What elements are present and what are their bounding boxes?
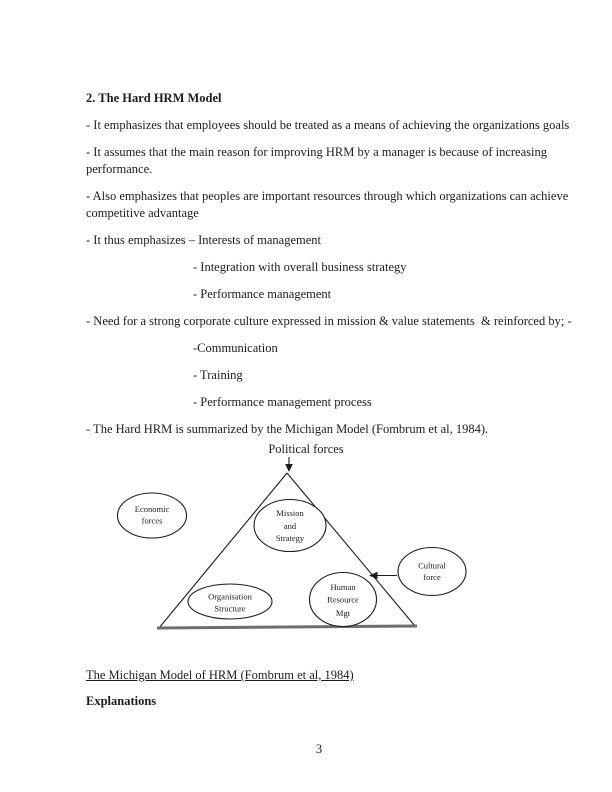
node-label: Human bbox=[330, 582, 356, 592]
paragraph bbox=[86, 117, 570, 134]
paragraph bbox=[86, 232, 552, 249]
paragraph-line: competitive advantage bbox=[86, 206, 199, 220]
paragraph bbox=[86, 188, 569, 222]
diagram-caption: The Michigan Model of HRM (Fombrum et al, 1984) bbox=[86, 668, 354, 682]
node-label: forces bbox=[141, 515, 163, 526]
paragraph bbox=[86, 313, 572, 330]
paragraph-line: - It emphasizes that employees should be treated as a means of achieving the organizations goals bbox=[86, 118, 570, 132]
paragraph-line: - Performance management bbox=[193, 287, 332, 301]
node-human-resource-mgt bbox=[310, 573, 377, 627]
paragraph-line: - Performance management process bbox=[193, 395, 372, 409]
explanations-heading: Explanations bbox=[86, 694, 157, 708]
paragraph-line: -Communication bbox=[193, 341, 278, 355]
paragraph-indented bbox=[86, 259, 552, 276]
michigan-model-diagram bbox=[0, 435, 612, 670]
node-label: Resource bbox=[327, 594, 359, 605]
section-heading: 2. The Hard HRM Model bbox=[86, 91, 222, 105]
political-forces-label: Political forces bbox=[268, 442, 344, 456]
paragraph-line: - The Hard HRM is summarized by the Michigan Model (Fombrum et al, 1984). bbox=[86, 422, 489, 436]
paragraph-line: - Integration with overall business strategy bbox=[193, 260, 407, 274]
node-mission-and-strategy bbox=[254, 500, 326, 552]
node-organisation-structure bbox=[188, 584, 272, 619]
cultural-force-arrow-left-icon bbox=[369, 572, 397, 579]
node-label: Cultural bbox=[418, 560, 446, 571]
paragraph-indented bbox=[86, 394, 552, 411]
paragraph bbox=[86, 144, 552, 178]
paragraph-line: - Training bbox=[193, 368, 243, 382]
node-economic-forces bbox=[118, 493, 187, 538]
paragraph-line: - Also emphasizes that peoples are important resources through which organizations can achieve bbox=[86, 189, 569, 203]
paragraph-indented bbox=[86, 367, 552, 384]
node-cultural-force bbox=[398, 548, 466, 596]
node-label: Organisation bbox=[208, 591, 252, 602]
paragraph-line: - It assumes that the main reason for improving HRM by a manager is because of increasing bbox=[86, 145, 547, 159]
node-label: Strategy bbox=[275, 533, 305, 543]
node-label: Mgt bbox=[335, 608, 351, 618]
paragraph-line: - It thus emphasizes – Interests of management bbox=[86, 233, 321, 247]
node-label: Economic bbox=[134, 504, 170, 514]
page-number: 3 bbox=[315, 742, 323, 756]
node-label: and bbox=[283, 521, 297, 531]
document-body bbox=[86, 90, 572, 448]
paragraph-line: - Need for a strong corporate culture expressed in mission & value statements & reinforced by; - bbox=[86, 314, 572, 328]
paragraph-indented bbox=[86, 286, 552, 303]
paragraph-line: performance. bbox=[86, 162, 153, 176]
node-label: force bbox=[423, 572, 441, 582]
node-label: Mission bbox=[276, 508, 304, 518]
triangle-base bbox=[157, 626, 417, 628]
paragraph-indented bbox=[86, 340, 552, 357]
node-label: Structure bbox=[214, 603, 246, 614]
political-forces-arrow-down-icon bbox=[285, 457, 293, 472]
